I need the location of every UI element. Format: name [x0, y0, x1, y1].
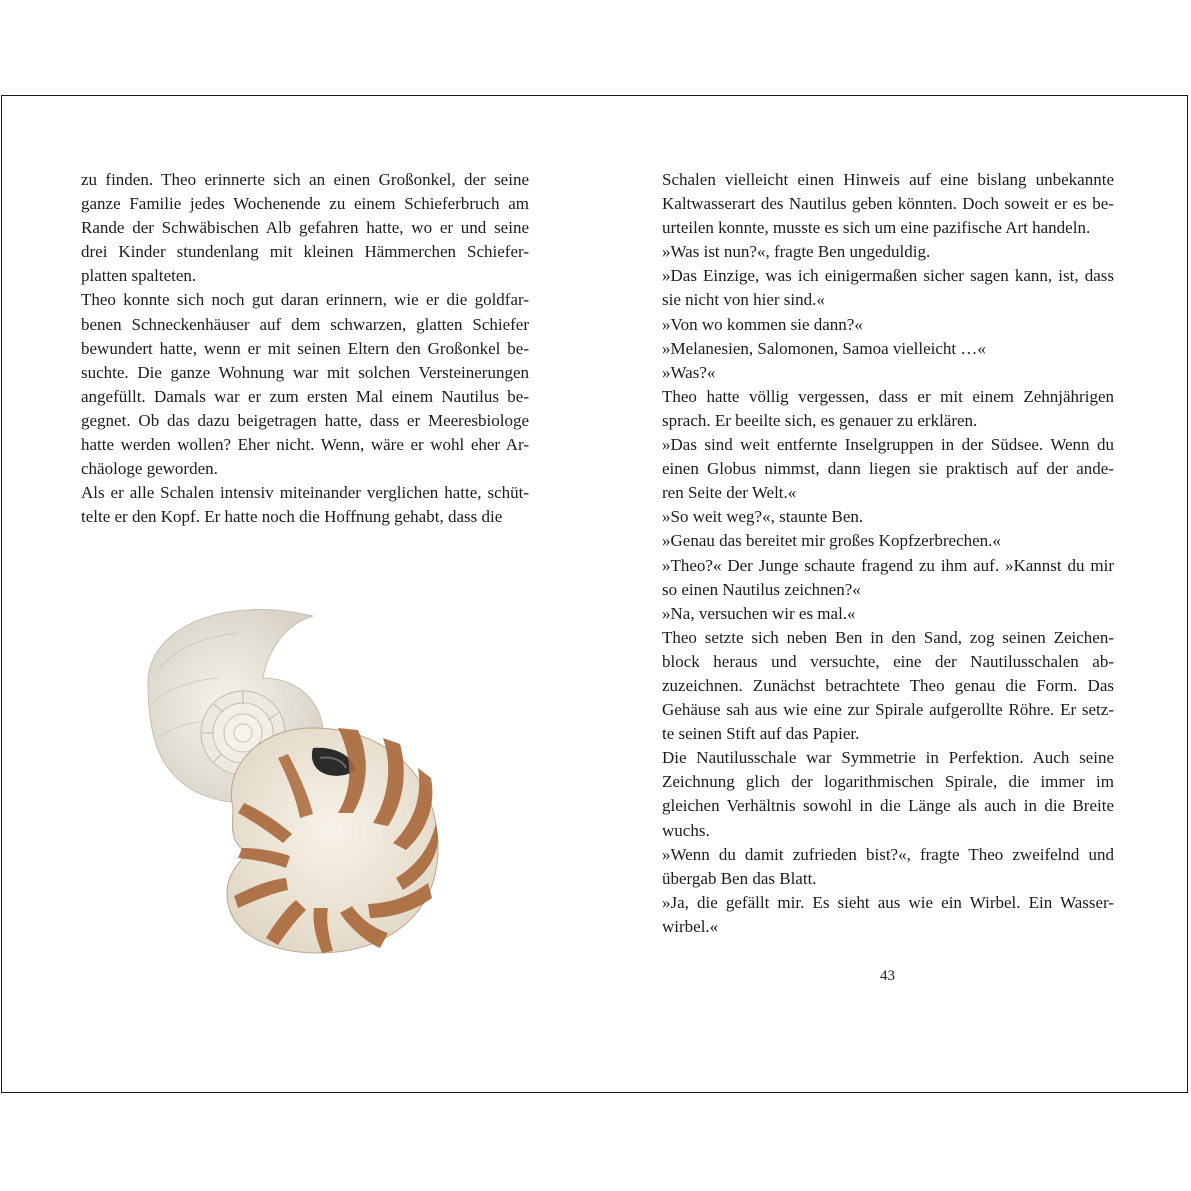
book-spread — [1, 95, 1188, 1093]
text-line: »Na, versuchen wir es mal.« — [662, 603, 856, 623]
text-line: »Was ist nun?«, fragte Ben ungeduldig. — [662, 242, 931, 262]
text-line: chäologe geworden. — [81, 459, 218, 479]
page-number: 43 — [880, 968, 895, 984]
text-line: drei Kinder stundenlang mit kleinen Hämmerchen Schiefer- — [81, 242, 529, 262]
text-line: »Theo?« Der Junge schaute fragend zu ihm auf. »Kannst du mir — [662, 555, 1114, 575]
text-line: gegnet. Ob das dazu beigetragen hatte, dass er Meeresbiologe — [81, 410, 529, 430]
text-line: »Das Einzige, was ich einigermaßen sicher sagen kann, ist, dass — [662, 266, 1114, 286]
text-line: zuzeichnen. Zunächst betrachtete Theo genau die Form. Das — [662, 675, 1114, 695]
text-line: benen Schneckenhäuser auf dem schwarzen, glatten Schiefer — [81, 314, 529, 334]
striped-nautilus-shell — [227, 728, 438, 953]
text-line: ren Seite der Welt.« — [662, 483, 797, 503]
text-line: Zeichnung glich der logarithmischen Spirale, die immer im — [662, 772, 1114, 792]
left-page-text — [81, 168, 529, 529]
nautilus-shells-illustration — [138, 608, 478, 1038]
text-line: »Genau das bereitet mir großes Kopfzerbrechen.« — [662, 531, 1001, 551]
text-line: zu finden. Theo erinnerte sich an einen Großonkel, der seine — [81, 170, 529, 189]
text-line: wuchs. — [662, 820, 710, 840]
text-line: telte er den Kopf. Er hatte noch die Hoffnung gehabt, dass die — [81, 507, 503, 527]
text-line: te seinen Stift auf das Papier. — [662, 724, 860, 744]
text-line: block heraus und versuchte, eine der Nautilusschalen ab- — [662, 651, 1114, 671]
text-line: übergab Ben das Blatt. — [662, 868, 817, 888]
text-line: »So weit weg?«, staunte Ben. — [662, 507, 864, 527]
text-line: Theo hatte völlig vergessen, dass er mit einem Zehnjährigen — [662, 386, 1114, 406]
text-line: »Was?« — [662, 362, 716, 382]
text-line: »Ja, die gefällt mir. Es sieht aus wie ein Wirbel. Ein Wasser- — [662, 892, 1114, 912]
text-line: »Melanesien, Salomonen, Samoa vielleicht …« — [662, 338, 986, 358]
text-line: Kaltwasserart des Nautilus geben könnten. Doch soweit er es be- — [662, 194, 1114, 214]
text-line: wirbel.« — [662, 916, 719, 936]
text-line: »Von wo kommen sie dann?« — [662, 314, 863, 334]
right-page-text — [662, 168, 1114, 939]
text-line: Rande der Schwäbischen Alb gefahren hatte, wo er und seine — [81, 218, 529, 238]
text-line: urteilen konnte, musste es sich um eine pazifische Art handeln. — [662, 218, 1091, 238]
text-line: so einen Nautilus zeichnen?« — [662, 579, 861, 599]
text-line: Als er alle Schalen intensiv miteinander verglichen hatte, schüt- — [81, 483, 529, 503]
text-line: ganze Familie jedes Wochenende zu einem Schieferbruch am — [81, 194, 529, 214]
text-line: Theo konnte sich noch gut daran erinnern, wie er die goldfar- — [81, 290, 529, 310]
text-line: einen Globus nimmst, dann liegen sie praktisch auf der ande- — [662, 459, 1114, 479]
text-line: Schalen vielleicht einen Hinweis auf eine bislang unbekannte — [662, 170, 1114, 189]
text-line: »Das sind weit entfernte Inselgruppen in der Südsee. Wenn du — [662, 435, 1114, 455]
text-line: »Wenn du damit zufrieden bist?«, fragte Theo zweifelnd und — [662, 844, 1114, 864]
text-line: gleichen Verhältnis sowohl in die Länge als auch in die Breite — [662, 796, 1114, 816]
text-line: hatte werden wollen? Eher nicht. Wenn, wäre er wohl eher Ar- — [81, 435, 529, 455]
text-line: Die Nautilusschale war Symmetrie in Perfektion. Auch seine — [662, 748, 1114, 768]
text-line: angefüllt. Damals war er zum ersten Mal einem Nautilus be- — [81, 386, 529, 406]
text-line: suchte. Die ganze Wohnung war mit solchen Versteinerungen — [81, 362, 529, 382]
text-line: sprach. Er beeilte sich, es genauer zu erklären. — [662, 410, 978, 430]
text-line: platten spalteten. — [81, 266, 197, 286]
text-line: Theo setzte sich neben Ben in den Sand, zog seinen Zeichen- — [662, 627, 1114, 647]
text-line: bewundert hatte, wenn er mit seinen Eltern den Großonkel be- — [81, 338, 529, 358]
text-line: sie nicht von hier sind.« — [662, 290, 825, 310]
text-line: Gehäuse sah aus wie eine zur Spirale aufgerollte Röhre. Er setz- — [662, 700, 1114, 720]
